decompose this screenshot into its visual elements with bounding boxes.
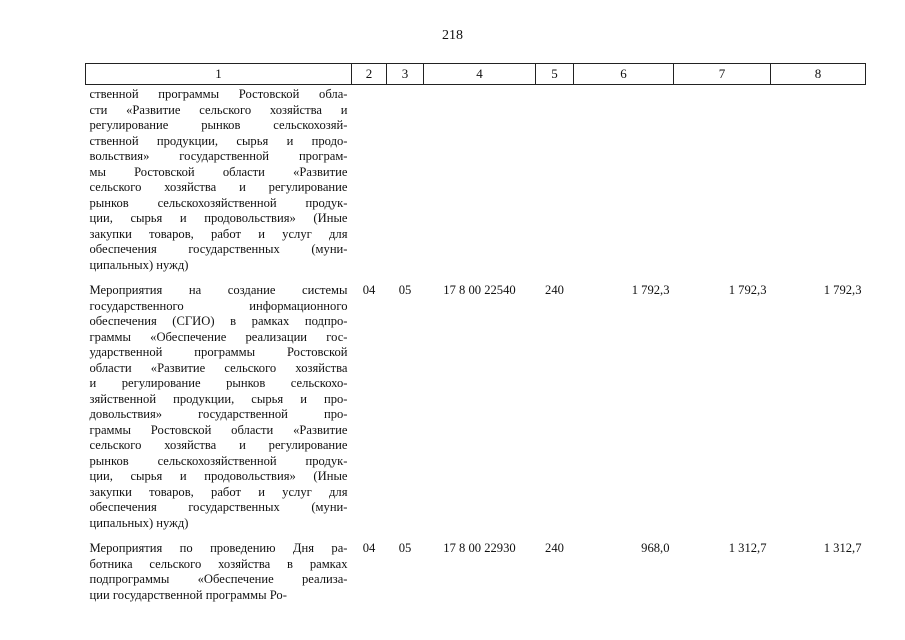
description-line: ственной продукции, сырья и продо- <box>89 133 348 148</box>
description-line: подпрограммы «Обеспечение реализа- <box>89 572 348 586</box>
amount-col-7 <box>674 85 771 274</box>
row-description <box>86 85 352 274</box>
amount-col-8: 1 312,7 <box>823 541 862 555</box>
description-line: ципальных) нужд) <box>89 515 189 530</box>
section-code <box>352 85 387 274</box>
target-article-code: 17 8 00 22540 <box>443 283 516 297</box>
description-line: и регулирование рынков сельскохо- <box>89 376 348 390</box>
column-header-7: 7 <box>674 64 771 85</box>
column-header-4: 4 <box>424 64 536 85</box>
description-line: регулирование рынков сельскохозяй- <box>89 118 348 132</box>
description-line: ударственной программы Ростовской <box>89 345 348 359</box>
description-line: ципальных) нужд) <box>89 257 189 272</box>
description-line: сти «Развитие сельского хозяйства и <box>89 102 348 117</box>
column-header-1: 1 <box>86 64 352 85</box>
section-code: 04 <box>362 283 376 297</box>
table-row <box>86 85 866 274</box>
row-description <box>86 531 352 603</box>
description-line: ции, сырья и продовольствия» (Иные <box>89 211 348 225</box>
amount-col-7: 1 792,3 <box>728 283 767 297</box>
section-code: 04 <box>362 541 376 555</box>
page-number: 218 <box>442 28 463 43</box>
target-article-code: 17 8 00 22930 <box>443 541 516 555</box>
subsection-code <box>387 85 424 274</box>
description-line: граммы Ростовской области «Развитие <box>89 422 348 437</box>
description-line: закупки товаров, работ и услуг для <box>89 226 348 241</box>
amount-col-6: 968,0 <box>641 541 670 555</box>
amount-col-8 <box>771 85 866 274</box>
expense-type-code: 240 <box>545 283 564 297</box>
budget-table <box>85 63 866 603</box>
description-line: Мероприятия по проведению Дня ра- <box>89 541 348 555</box>
description-line: закупки товаров, работ и услуг для <box>89 484 348 499</box>
description-line: сельского хозяйства и регулирование <box>89 180 348 194</box>
row-description <box>86 273 352 531</box>
description-line: области «Развитие сельского хозяйства <box>89 360 348 375</box>
description-line: государственного информационного <box>89 298 348 313</box>
description-line: мы Ростовской области «Развитие <box>89 164 348 179</box>
description-line: довольствия» государственной про- <box>89 407 348 421</box>
description-line: обеспечения государственных (муни- <box>89 242 348 256</box>
table-header-row <box>86 64 866 85</box>
description-line: зяйственной продукции, сырья и про- <box>89 391 348 406</box>
description-line: рынков сельскохозяйственной продук- <box>89 453 348 468</box>
column-header-2: 2 <box>352 64 387 85</box>
amount-col-7: 1 312,7 <box>728 541 767 555</box>
description-line: обеспечения (СГИО) в рамках подпро- <box>89 314 348 328</box>
description-line: рынков сельскохозяйственной продук- <box>89 195 348 210</box>
target-article-code <box>424 85 536 274</box>
subsection-code: 05 <box>398 541 412 555</box>
column-header-5: 5 <box>536 64 574 85</box>
amount-col-6 <box>574 85 674 274</box>
description-line: граммы «Обеспечение реализации гос- <box>89 329 348 344</box>
description-line: Мероприятия на создание системы <box>89 283 348 297</box>
expense-type-code: 240 <box>545 541 564 555</box>
column-header-8: 8 <box>771 64 866 85</box>
column-header-3: 3 <box>387 64 424 85</box>
expense-type-code <box>536 85 574 274</box>
table-row <box>86 531 866 603</box>
description-line: ции, сырья и продовольствия» (Иные <box>89 469 348 483</box>
column-header-6: 6 <box>574 64 674 85</box>
description-line: сельского хозяйства и регулирование <box>89 438 348 452</box>
description-line: ботника сельского хозяйства в рамках <box>89 556 348 571</box>
subsection-code: 05 <box>398 283 412 297</box>
table-body <box>86 85 866 604</box>
amount-col-6: 1 792,3 <box>631 283 670 297</box>
description-line: ции государственной программы Ро- <box>89 587 287 602</box>
description-line: ственной программы Ростовской обла- <box>89 87 348 101</box>
table-row <box>86 273 866 531</box>
description-line: вольствия» государственной програм- <box>89 149 348 163</box>
description-line: обеспечения государственных (муни- <box>89 500 348 514</box>
amount-col-8: 1 792,3 <box>823 283 862 297</box>
